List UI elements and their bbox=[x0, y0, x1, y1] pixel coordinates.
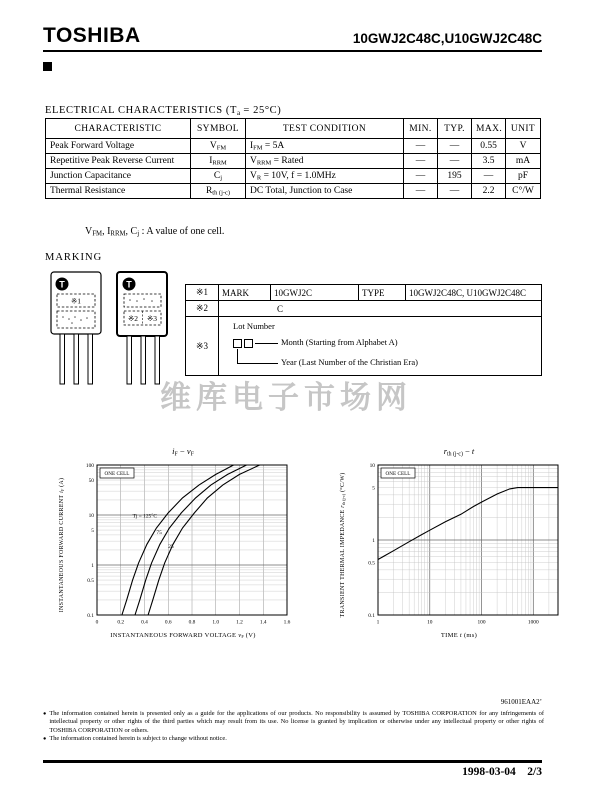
col-characteristic: CHARACTERISTIC bbox=[46, 119, 191, 139]
cell-max: — bbox=[472, 169, 506, 184]
x-axis-label: TIME t (ms) bbox=[440, 632, 478, 640]
marking-row-2 bbox=[186, 301, 542, 317]
cell-unit: pF bbox=[506, 169, 541, 184]
thermal-impedance-chart bbox=[336, 446, 568, 640]
table-row bbox=[46, 184, 541, 199]
package-drawing-1 bbox=[48, 270, 106, 390]
bullet-icon: ● bbox=[43, 711, 47, 717]
cell-condition: $V_{RRM}$ = Rated bbox=[246, 154, 404, 169]
svg-text:1.4: 1.4 bbox=[259, 619, 267, 626]
svg-text:75: 75 bbox=[156, 530, 162, 537]
chart-title: $i_F - v_F$ bbox=[172, 446, 194, 458]
marking-ref: ※3 bbox=[186, 317, 219, 376]
cell-typ: — bbox=[438, 184, 472, 199]
svg-text:10: 10 bbox=[427, 619, 433, 626]
chart-title: $r_{th (j-c)} - t$ bbox=[443, 446, 475, 458]
cell-typ: — bbox=[438, 154, 472, 169]
thermal-impedance-plot bbox=[350, 459, 568, 631]
cell-typ: 195 bbox=[438, 169, 472, 184]
cell-symbol: $R_{th (j-c)}$ bbox=[191, 184, 246, 199]
site-watermark: 维库电子市场网 bbox=[160, 380, 412, 415]
svg-text:Tj = 125°C: Tj = 125°C bbox=[132, 513, 157, 520]
legal-note-1 bbox=[43, 710, 544, 735]
marking-ref-3-label: ※3 bbox=[146, 314, 158, 323]
svg-text:0.1: 0.1 bbox=[368, 613, 375, 620]
cell-unit: V bbox=[506, 139, 541, 154]
svg-text:1: 1 bbox=[376, 619, 380, 626]
cell-unit: C°/W bbox=[506, 184, 541, 199]
svg-text:ONE CELL: ONE CELL bbox=[385, 471, 411, 478]
cell-characteristic: Repetitive Peak Reverse Current bbox=[46, 154, 191, 169]
y-axis-label: INSTANTANEOUS FORWARD CURRENT $i_F$ (A) bbox=[58, 478, 66, 613]
electrical-characteristics-table bbox=[45, 118, 541, 199]
cell-max: 3.5 bbox=[472, 154, 506, 169]
cell-typ: — bbox=[438, 139, 472, 154]
svg-text:5: 5 bbox=[91, 528, 94, 535]
lot-digit-box bbox=[233, 339, 242, 348]
page-number: 2/3 bbox=[527, 766, 542, 778]
col-min: MIN. bbox=[404, 119, 438, 139]
marking-row-1 bbox=[186, 285, 542, 301]
svg-text:100: 100 bbox=[85, 463, 94, 470]
table-row bbox=[46, 154, 541, 169]
electrical-characteristics-title: ELECTRICAL CHARACTERISTICS $(T_a = 25^\circ C)$ bbox=[45, 105, 282, 117]
svg-text:0.4: 0.4 bbox=[141, 619, 148, 626]
charts-row bbox=[55, 446, 568, 640]
cell-symbol: $C_j$ bbox=[191, 169, 246, 184]
marking-ref-1-label: ※1 bbox=[70, 296, 82, 306]
col-max: MAX. bbox=[472, 119, 506, 139]
svg-text:1.0: 1.0 bbox=[212, 619, 220, 626]
svg-text:1.6: 1.6 bbox=[283, 619, 291, 626]
col-test-condition: TEST CONDITION bbox=[246, 119, 404, 139]
col-unit: UNIT bbox=[506, 119, 541, 139]
legal-notes bbox=[43, 710, 544, 743]
lot-number-diagram bbox=[219, 317, 541, 375]
svg-text:0.5: 0.5 bbox=[87, 578, 94, 585]
footer-rule bbox=[43, 760, 542, 763]
cell-characteristic: Peak Forward Voltage bbox=[46, 139, 191, 154]
month-label: Month (Starting from Alphabet A) bbox=[281, 337, 398, 347]
lot-number-cell bbox=[219, 317, 542, 376]
cell-condition: DC Total, Junction to Case bbox=[246, 184, 404, 199]
svg-text:10: 10 bbox=[88, 513, 94, 520]
toshiba-logo: TOSHIBA bbox=[43, 24, 141, 47]
svg-text:5: 5 bbox=[372, 486, 375, 493]
table-row bbox=[46, 169, 541, 184]
svg-text:10: 10 bbox=[369, 463, 375, 470]
date: 1998-03-04 bbox=[462, 766, 516, 778]
col-typ: TYP. bbox=[438, 119, 472, 139]
legal-note-2 bbox=[43, 735, 544, 743]
cell-min: — bbox=[404, 169, 438, 184]
forward-current-plot bbox=[69, 459, 297, 631]
marking-table bbox=[185, 284, 542, 376]
svg-text:1000: 1000 bbox=[527, 619, 539, 626]
part-numbers: 10GWJ2C48C,U10GWJ2C48C bbox=[352, 31, 542, 46]
svg-text:1: 1 bbox=[372, 538, 375, 545]
svg-text:1.2: 1.2 bbox=[236, 619, 243, 626]
svg-text:0.5: 0.5 bbox=[368, 561, 375, 568]
cell-characteristic: Thermal Resistance bbox=[46, 184, 191, 199]
cell-symbol: $I_{RRM}$ bbox=[191, 154, 246, 169]
marking-ref: ※1 bbox=[186, 285, 219, 301]
col-symbol: SYMBOL bbox=[191, 119, 246, 139]
svg-text:0.8: 0.8 bbox=[188, 619, 196, 626]
cell-condition: $V_R = 10V$, f = 1.0MHz bbox=[246, 169, 404, 184]
package-drawings bbox=[48, 270, 172, 390]
marking-row-3 bbox=[186, 317, 542, 376]
toshiba-logo-letter: T bbox=[59, 279, 65, 290]
svg-text:1: 1 bbox=[91, 563, 94, 570]
month-connector-line bbox=[255, 343, 278, 344]
cell-max: 0.55 bbox=[472, 139, 506, 154]
cell-max: 2.2 bbox=[472, 184, 506, 199]
cell-symbol: $V_{FM}$ bbox=[191, 139, 246, 154]
date-page-line bbox=[462, 766, 542, 778]
table-row bbox=[46, 139, 541, 154]
lot-number-label: Lot Number bbox=[233, 321, 275, 331]
svg-text:0.2: 0.2 bbox=[117, 619, 125, 626]
marking-title: MARKING bbox=[45, 252, 103, 263]
svg-text:50: 50 bbox=[88, 478, 94, 485]
svg-text:100: 100 bbox=[477, 619, 486, 626]
cell-min: — bbox=[404, 154, 438, 169]
x-axis-label: INSTANTANEOUS FORWARD VOLTAGE $v_F$ (V) bbox=[110, 632, 256, 640]
type-label: TYPE bbox=[359, 285, 406, 301]
cell-min: — bbox=[404, 184, 438, 199]
section-square-marker bbox=[43, 62, 52, 71]
forward-current-chart bbox=[55, 446, 297, 640]
one-cell-note: $V_{FM}$, $I_{RRM}$, $C_j$ : A value of one cell. bbox=[85, 226, 225, 238]
cell-characteristic: Junction Capacitance bbox=[46, 169, 191, 184]
toshiba-logo-letter: T bbox=[126, 279, 132, 290]
year-connector-vline bbox=[237, 349, 238, 363]
table-header-row bbox=[46, 119, 541, 139]
cell-unit: mA bbox=[506, 154, 541, 169]
lot-digit-box bbox=[244, 339, 253, 348]
mark-label: MARK bbox=[219, 285, 271, 301]
marking-ref-2-label: ※2 bbox=[127, 314, 139, 323]
svg-text:25: 25 bbox=[168, 544, 174, 551]
svg-text:0: 0 bbox=[95, 619, 99, 626]
year-connector-hline bbox=[237, 363, 278, 364]
document-number: 961001EAA2’ bbox=[500, 698, 542, 706]
marking-ref: ※2 bbox=[186, 301, 219, 317]
legal-note-text: The information contained herein is subject to change without notice. bbox=[49, 734, 227, 742]
header-rule bbox=[43, 50, 542, 52]
mark-value: 10GWJ2C bbox=[271, 285, 359, 301]
svg-text:ONE CELL: ONE CELL bbox=[104, 471, 130, 478]
cell-condition: $I_{FM} = 5A$ bbox=[246, 139, 404, 154]
year-label: Year (Last Number of the Christian Era) bbox=[281, 357, 418, 367]
type-value: 10GWJ2C48C, U10GWJ2C48C bbox=[406, 285, 542, 301]
marking-row-2-value: C bbox=[219, 301, 542, 317]
legal-note-text: The information contained herein is presented only as a guide for the applications of our products. No responsibility is assumed by TOSHIBA CORPORATION for any infringements of intellectual property or other rights of the third parties which may result from its use. No license is granted by implication or otherwise under any intellectual property or other rights of TOSHIBA CORPORATION or others. bbox=[49, 710, 544, 734]
y-axis-label: TRANSIENT THERMAL IMPEDANCE $r_{th (j-c)}$ (°C/W) bbox=[339, 472, 347, 618]
svg-text:0.1: 0.1 bbox=[87, 613, 94, 620]
bullet-icon: ● bbox=[43, 735, 47, 742]
svg-text:0.6: 0.6 bbox=[164, 619, 172, 626]
cell-min: — bbox=[404, 139, 438, 154]
